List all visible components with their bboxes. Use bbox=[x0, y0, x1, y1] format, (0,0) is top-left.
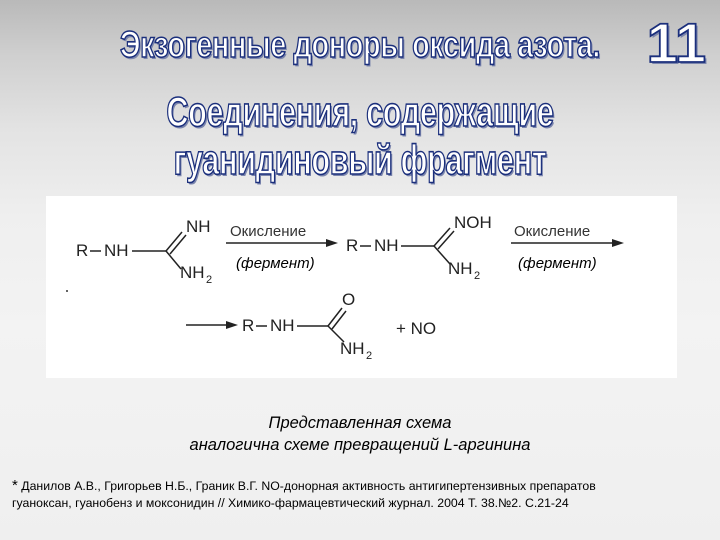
svg-text:2: 2 bbox=[206, 274, 213, 286]
svg-text:NH: NH bbox=[104, 241, 129, 260]
svg-text:NH: NH bbox=[340, 339, 365, 358]
svg-text:NH: NH bbox=[374, 236, 399, 255]
reference-line2: гуаноксан, гуанобенз и моксонидин // Химико-фармацевтический журнал. 2004 Т. 38.№2. С.21-24 bbox=[12, 496, 569, 510]
literature-reference bbox=[12, 477, 712, 512]
svg-text:NOH: NOH bbox=[454, 213, 492, 232]
svg-text:NH: NH bbox=[270, 316, 295, 335]
product-line bbox=[186, 290, 436, 362]
slide-number: 11 bbox=[646, 11, 706, 74]
reaction-scheme bbox=[46, 196, 677, 378]
guanidine-structure bbox=[76, 217, 212, 286]
svg-text:NH: NH bbox=[180, 263, 205, 282]
caption-line2: аналогична схеме превращений L-аргинина bbox=[189, 436, 531, 454]
reaction-scheme-drawing bbox=[46, 196, 677, 378]
step1-label: Окисление bbox=[230, 223, 307, 240]
svg-text:R: R bbox=[242, 316, 255, 335]
svg-text:2: 2 bbox=[474, 270, 481, 282]
svg-text:R: R bbox=[346, 236, 359, 255]
slide-title-line2: Соединения, содержащие гуанидиновый фрагмент bbox=[166, 88, 554, 183]
slide-title-line1: Экзогенные доноры оксида азота. bbox=[119, 24, 601, 65]
svg-text:NH: NH bbox=[186, 217, 211, 236]
caption-line1: Представленная схема bbox=[268, 414, 452, 432]
footnote-marker: * bbox=[12, 477, 18, 494]
step1-enzyme: (фермент) bbox=[236, 255, 315, 272]
oxidation-step-1 bbox=[226, 223, 338, 272]
step2-label: Окисление bbox=[514, 223, 591, 240]
plus-no: + NO bbox=[396, 319, 437, 338]
svg-text:2: 2 bbox=[366, 350, 373, 362]
reference-line1: Данилов А.В., Григорьев Н.Б., Граник В.Г. NO-донорная активность антигипертензивных препаратов bbox=[21, 479, 596, 493]
step2-enzyme: (фермент) bbox=[518, 255, 597, 272]
svg-text:R: R bbox=[76, 241, 89, 260]
oxidation-step-2 bbox=[511, 223, 624, 272]
scheme-caption bbox=[0, 412, 720, 456]
svg-text:NH: NH bbox=[448, 259, 473, 278]
svg-text:O: O bbox=[342, 290, 356, 309]
hydroxyguanidine-structure bbox=[346, 213, 492, 282]
